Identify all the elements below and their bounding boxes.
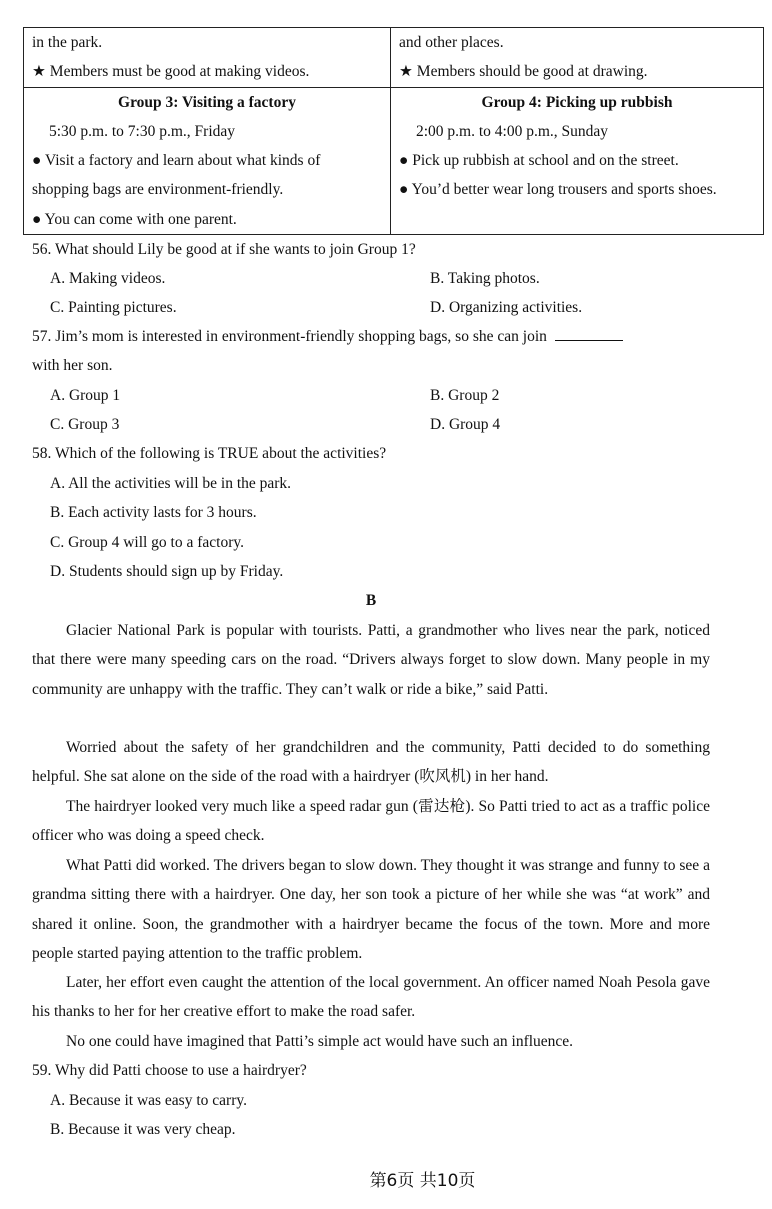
- group-3-bullet-2: ● You can come with one parent.: [32, 205, 382, 234]
- bullet-icon: [32, 152, 45, 169]
- question-57-stem-cont: with her son.: [32, 357, 113, 374]
- table-row-groups-3-4: [24, 87, 764, 234]
- group-4-title: Group 4: Picking up rubbish: [481, 93, 673, 111]
- group-3-title: Group 3: Visiting a factory: [118, 93, 296, 111]
- group-4-time: 2:00 p.m. to 4:00 p.m., Sunday: [416, 122, 609, 140]
- passage-paragraph-6: No one could have imagined that Patti’s simple act would have such an influence.: [66, 1033, 574, 1050]
- passage-paragraph-4: What Patti did worked. The drivers began to slow down. They thought it was strange and funny to see a grandma sitting there with a hairdryer. One day, her son took a picture of her while she was “at work” and shared it online. Soon, the grandmother with a hairdryer became the focus of the town. More and more people started paying attention to the traffic problem.: [32, 857, 710, 962]
- group-1-cell-tail: [24, 28, 391, 88]
- question-56-option-a: A. Making videos.: [50, 270, 166, 287]
- question-56-option-b: B. Taking photos.: [430, 270, 540, 287]
- question-56-stem: 56. What should Lily be good at if she wants to join Group 1?: [32, 241, 416, 258]
- question-58-option-a: A. All the activities will be in the park.: [50, 475, 292, 492]
- group-3-cell: [24, 87, 391, 234]
- group-3-bullet-1-cont: shopping bags are environment-friendly.: [32, 181, 284, 199]
- passage-paragraph-2: Worried about the safety of her grandchildren and the community, Patti decided to do something helpful. She sat alone on the side of the road with a hairdryer (吹风机) in her hand.: [32, 739, 710, 786]
- question-59-stem: 59. Why did Patti choose to use a hairdryer?: [32, 1062, 307, 1079]
- question-57-option-c: C. Group 3: [50, 416, 120, 433]
- bullet-icon: [32, 211, 45, 228]
- section-label: B: [365, 592, 377, 609]
- group-4-bullet-2: ● You’d better wear long trousers and sports shoes.: [399, 175, 755, 204]
- question-59-option-a: A. Because it was easy to carry.: [50, 1092, 247, 1109]
- passage-paragraph-1: Glacier National Park is popular with tourists. Patti, a grandmother who lives near the park, noticed that there were many speeding cars on the road. “Drivers always forget to slow down. Many people in my community are unhappy with the traffic. They can’t walk or ride a bike,” said Patti.: [32, 622, 710, 698]
- star-icon: [32, 63, 50, 80]
- question-57-option-b: B. Group 2: [430, 387, 500, 404]
- group-2-requirement: ★ Members should be good at drawing.: [399, 57, 755, 86]
- group-4-cell: [391, 87, 764, 234]
- question-58-option-d: D. Students should sign up by Friday.: [50, 563, 284, 580]
- page-number: 第6页 共10页: [369, 1171, 476, 1191]
- group-2-cell-tail: [391, 28, 764, 88]
- group-3-time: 5:30 p.m. to 7:30 p.m., Friday: [49, 122, 235, 140]
- passage-paragraph-5: Later, her effort even caught the attention of the local government. An officer named Noah Pesola gave his thanks to her for her creative effort to make the road safer.: [32, 974, 710, 1021]
- question-56-option-d: D. Organizing activities.: [430, 299, 583, 316]
- question-57-option-d: D. Group 4: [430, 416, 501, 433]
- passage-paragraph-3: The hairdryer looked very much like a speed radar gun (雷达枪). So Patti tried to act as a traffic police officer who was doing a speed check.: [32, 798, 710, 845]
- group-2-text: and other places.: [399, 34, 504, 51]
- group-1-requirement: ★ Members must be good at making videos.: [32, 57, 382, 86]
- star-icon: [399, 63, 417, 80]
- bullet-icon: [399, 181, 412, 198]
- question-58-option-c: C. Group 4 will go to a factory.: [50, 534, 244, 551]
- bullet-icon: [399, 152, 412, 169]
- activity-groups-table: [23, 27, 764, 235]
- question-59-option-b: B. Because it was very cheap.: [50, 1121, 236, 1138]
- question-56-option-c: C. Painting pictures.: [50, 299, 177, 316]
- group-3-bullet-1: ● Visit a factory and learn about what kinds of: [32, 146, 382, 175]
- question-58-option-b: B. Each activity lasts for 3 hours.: [50, 504, 257, 521]
- question-57-stem: 57. Jim’s mom is interested in environment-friendly shopping bags, so she can join: [32, 322, 623, 351]
- table-row-groups-1-2-tail: [24, 28, 764, 88]
- group-4-bullet-1: ● Pick up rubbish at school and on the street.: [399, 146, 755, 175]
- answer-blank: [555, 326, 623, 341]
- question-57-option-a: A. Group 1: [50, 387, 121, 404]
- question-58-stem: 58. Which of the following is TRUE about the activities?: [32, 445, 387, 462]
- group-1-text: in the park.: [32, 34, 103, 51]
